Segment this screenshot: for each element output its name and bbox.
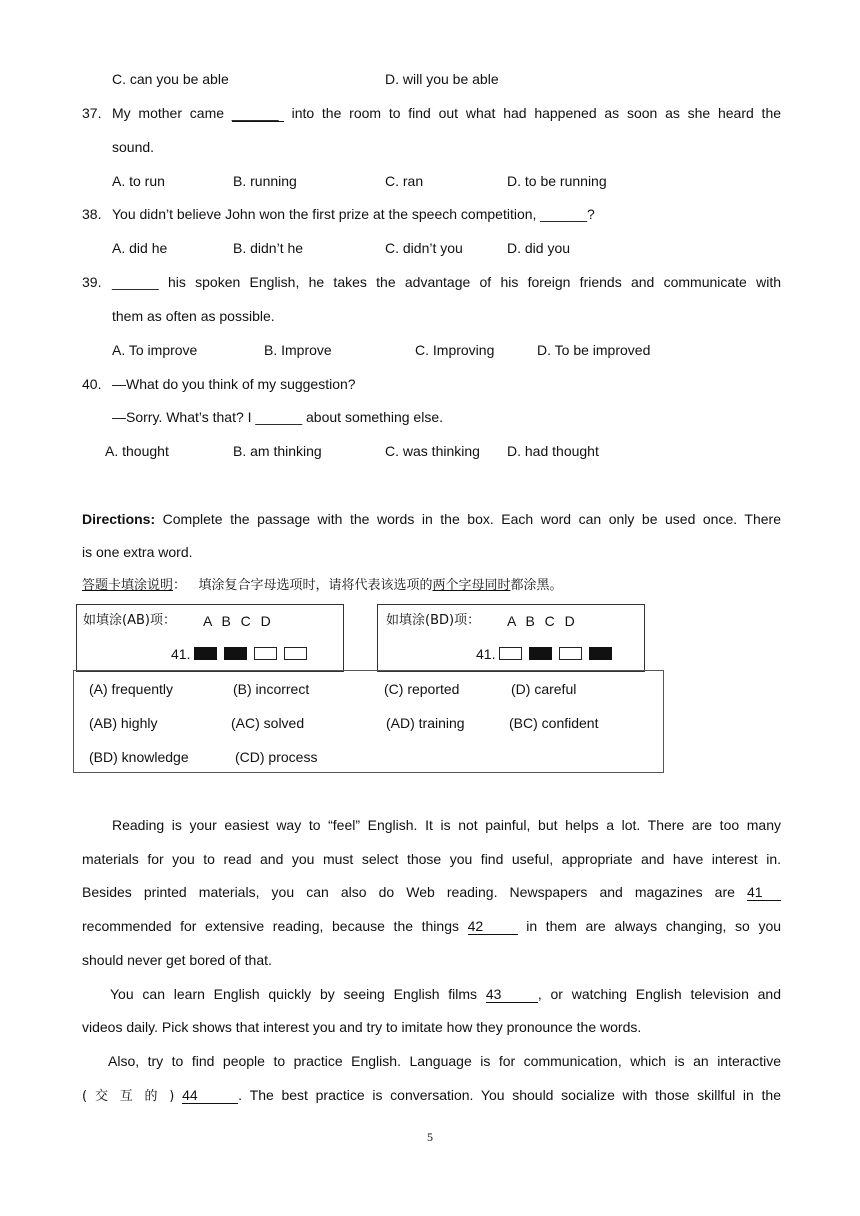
word-cd: (CD) process	[235, 749, 318, 765]
word-bd: (BD) knowledge	[89, 749, 189, 765]
q38-option-a: A. did he	[112, 240, 168, 256]
word-ab: (AB) highly	[89, 715, 158, 731]
q40-option-b: B. am thinking	[233, 443, 322, 459]
question-37-text: My mother came ______ into the room to find out what had happened as soon as she heard the	[112, 105, 782, 121]
q37-option-b: B. running	[233, 173, 297, 189]
word-c: (C) reported	[384, 681, 460, 697]
question-39-text: ______ his spoken English, he takes the advantage of his foreign friends and communicate with	[112, 274, 781, 290]
q39-option-a: A. To improve	[112, 342, 198, 358]
bubble-c	[254, 647, 277, 660]
bubble-c	[559, 647, 582, 660]
passage-p1-line2: materials for you to read and you must select those you find useful, appropriate and have interest in.	[82, 851, 781, 867]
bubble-b	[224, 647, 247, 660]
q38-option-d: D. did you	[507, 240, 571, 256]
blank-37: ______	[232, 105, 284, 122]
bubble-d	[284, 647, 307, 660]
bubble-d	[589, 647, 612, 660]
passage-p3-line2: ( 交 互 的 ) 44 . The best practice is conversation. You should socialize with those skillful in the	[82, 1087, 781, 1104]
blank-42: 42	[468, 918, 518, 935]
q38-option-b: B. didn’t he	[233, 240, 304, 256]
question-37-cont: sound.	[112, 139, 155, 155]
passage-p3-line1: Also, try to find people to practice English. Language is for communication, which is an interactive	[108, 1053, 781, 1069]
question-40-line2: —Sorry. What’s that? I ______ about something else.	[112, 409, 444, 425]
q38-option-c: C. didn’t you	[385, 240, 463, 256]
q39-option-b: B. Improve	[264, 342, 332, 358]
passage-p1-line3: Besides printed materials, you can also do Web reading. Newspapers and magazines are 41	[82, 883, 781, 901]
blank-44: 44	[182, 1087, 238, 1104]
example-bd-letters: A B C D	[507, 613, 575, 629]
bubble-a	[499, 647, 522, 660]
option-c-36: C. can you be able	[112, 71, 229, 87]
passage-p1-line1: Reading is your easiest way to “feel” English. It is not painful, but helps a lot. There are too many	[112, 817, 781, 833]
directions-line2: is one extra word.	[82, 544, 193, 560]
page-number: 5	[427, 1130, 433, 1144]
bubble-b	[529, 647, 552, 660]
example-bd-answer: 41.	[476, 645, 619, 663]
example-ab-letters: A B C D	[203, 613, 271, 629]
option-d-36: D. will you be able	[385, 71, 499, 87]
question-40-line1: —What do you think of my suggestion?	[112, 376, 356, 392]
passage-p1-line4: recommended for extensive reading, because the things 42 in them are always changing, so you	[82, 918, 782, 934]
q39-option-c: C. Improving	[415, 342, 495, 358]
q39-option-d: D. To be improved	[537, 342, 651, 358]
word-box	[73, 670, 664, 773]
question-number-40: 40.	[82, 376, 102, 392]
example-box-ab	[76, 604, 344, 672]
question-39-cont: them as often as possible.	[112, 308, 275, 324]
blank-41: 41	[747, 884, 781, 901]
q40-option-c: C. was thinking	[385, 443, 480, 459]
passage-p2-line1: You can learn English quickly by seeing English films 43 , or watching English television and	[110, 986, 782, 1002]
word-bc: (BC) confident	[509, 715, 599, 731]
q37-option-c: C. ran	[385, 173, 424, 189]
example-ab-label: 如填涂(AB)项：	[83, 613, 176, 628]
word-ad: (AD) training	[386, 715, 465, 731]
question-38-text: You didn’t believe John won the first prize at the speech competition, ______?	[112, 206, 595, 222]
word-b: (B) incorrect	[233, 681, 310, 697]
example-bd-label: 如填涂(BD)项：	[386, 613, 481, 628]
question-number-38: 38.	[82, 206, 102, 222]
word-a: (A) frequently	[89, 681, 174, 697]
question-number-37: 37.	[82, 105, 102, 121]
q37-option-a: A. to run	[112, 173, 165, 189]
q40-option-d: D. had thought	[507, 443, 599, 459]
q40-option-a: A. thought	[105, 443, 169, 459]
blank-43: 43	[486, 986, 538, 1003]
question-number-39: 39.	[82, 274, 102, 290]
directions-line1: Directions: Complete the passage with the words in the box. Each word can only be used once. There	[82, 511, 781, 527]
word-ac: (AC) solved	[231, 715, 305, 731]
bubble-a	[194, 647, 217, 660]
example-box-bd	[377, 604, 645, 672]
q37-option-d: D. to be running	[507, 173, 607, 189]
passage-p1-line5: should never get bored of that.	[82, 952, 272, 968]
word-d: (D) careful	[511, 681, 577, 697]
answer-card-note: 答题卡填涂说明： 填涂复合字母选项时，请将代表该选项的两个字母同时都涂黑。	[82, 578, 563, 593]
passage-p2-line2: videos daily. Pick shows that interest you and try to imitate how they pronounce the words.	[82, 1019, 642, 1035]
example-ab-answer: 41.	[171, 645, 314, 663]
